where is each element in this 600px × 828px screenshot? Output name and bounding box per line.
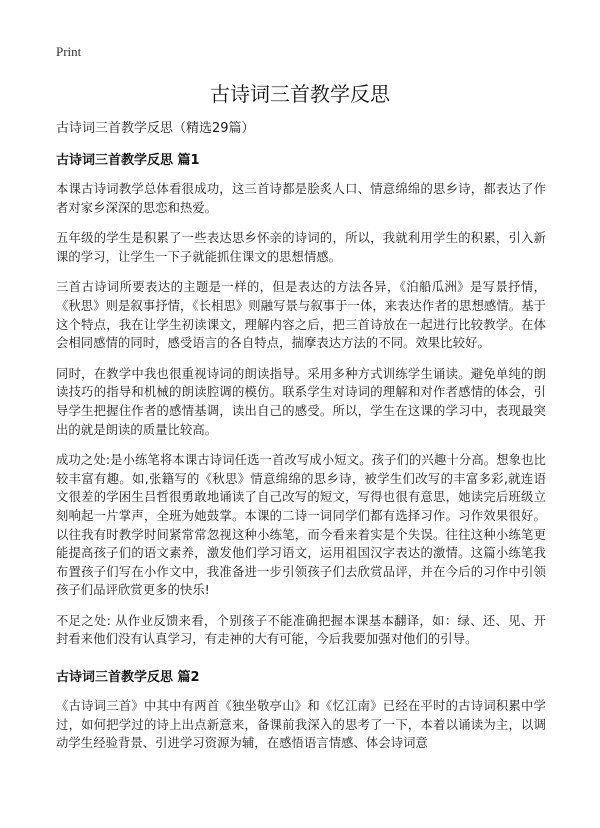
paragraph: 三首古诗词所要表达的主题是一样的，但是表达的方法各异，《泊船瓜洲》是写景抒情，《秋思》则是叙事抒情，《长相思》则融写景与叙事于一体，来表达作者的思想感情。基于这个特点，我在让学生初读课文，理解内容之后，把三首诗放在一起进行比较教学。在体会相同感情的同时，感受语言的各自特点，揣摩表达方法的不同。效果比较好。 — [56, 280, 546, 351]
article-body — [56, 120, 546, 765]
paragraph: 五年级的学生是积累了一些表达思乡怀亲的诗词的，所以，我就利用学生的积累，引入新课的学习，让学生一下子就能抓住课文的思想情感。 — [56, 231, 546, 264]
paragraph: 不足之处: 从作业反馈来看，个别孩子不能准确把握本课基本翻译，如：绿、还、见、开封看来他们没有认真学习，有走神的大有可能，今后我要加强对他们的引导。 — [56, 613, 546, 647]
paragraph: 《古诗词三首》中其中有两首《独坐敬亭山》和《忆江南》已经在平时的古诗词积累中学过，如何把学过的诗上出点新意来，备课前我深入的思考了一下，本着以诵读为主，以调动学生经验背景、引进学习资源为辅，在感悟语言情感、体会诗词意 — [56, 699, 546, 751]
section-heading: 古诗词三首教学反思 篇2 — [56, 670, 200, 686]
section-2 — [56, 669, 546, 753]
paragraph: 同时，在教学中我也很重视诗词的朗读指导。采用多种方式训练学生诵读。避免单纯的朗读技巧的指导和机械的朗读腔调的模仿。联系学生对诗词的理解和对作者感情的体会，引导学生把握住作者的感情基调，读出自己的感受。所以，学生在这课的学习中，表现最突出的就是朗读的质量比较高。 — [56, 366, 546, 437]
section-heading: 古诗词三首教学反思 篇1 — [56, 153, 200, 168]
article-subtitle: 古诗词三首教学反思（精选29篇） — [56, 121, 255, 136]
page-title: 古诗词三首教学反思 — [210, 82, 390, 106]
print-link[interactable]: Print — [56, 44, 82, 59]
section-1 — [56, 152, 546, 649]
paragraph: 本课古诗词教学总体看很成功，这三首诗都是脍炙人口、情意绵绵的思乡诗，都表达了作者对家乡深深的思恋和热爱。 — [56, 182, 546, 215]
paragraph: 成功之处:是小练笔将本课古诗词任选一首改写成小短文。孩子们的兴趣十分高。想象也比较丰富有趣。如,张籍写的《秋思》情意绵绵的思乡诗，被学生们改写的丰富多彩,就连语文很差的学困生吕哲很勇敢地诵读了自己改写的短文，写得也很有意思，她读完后班级立刻响起一片掌声，全班为她鼓掌。本课的二诗一词同学们都有选择习作。习作效果很好。以往我有时教学时间紧常常忽视这种小练笔，而今看来着实是个失误。往往这种小练笔更能提高孩子们的语文素养，激发他们学习语文，运用祖国汉字表达的激情。这篇小练笔我布置孩子们写在小作文中，我准备进一步引领孩子们去欣赏品评，并在今后的习作中引领孩子们品评欣赏更多的快乐! — [56, 453, 546, 598]
section-spacer — [56, 661, 546, 669]
